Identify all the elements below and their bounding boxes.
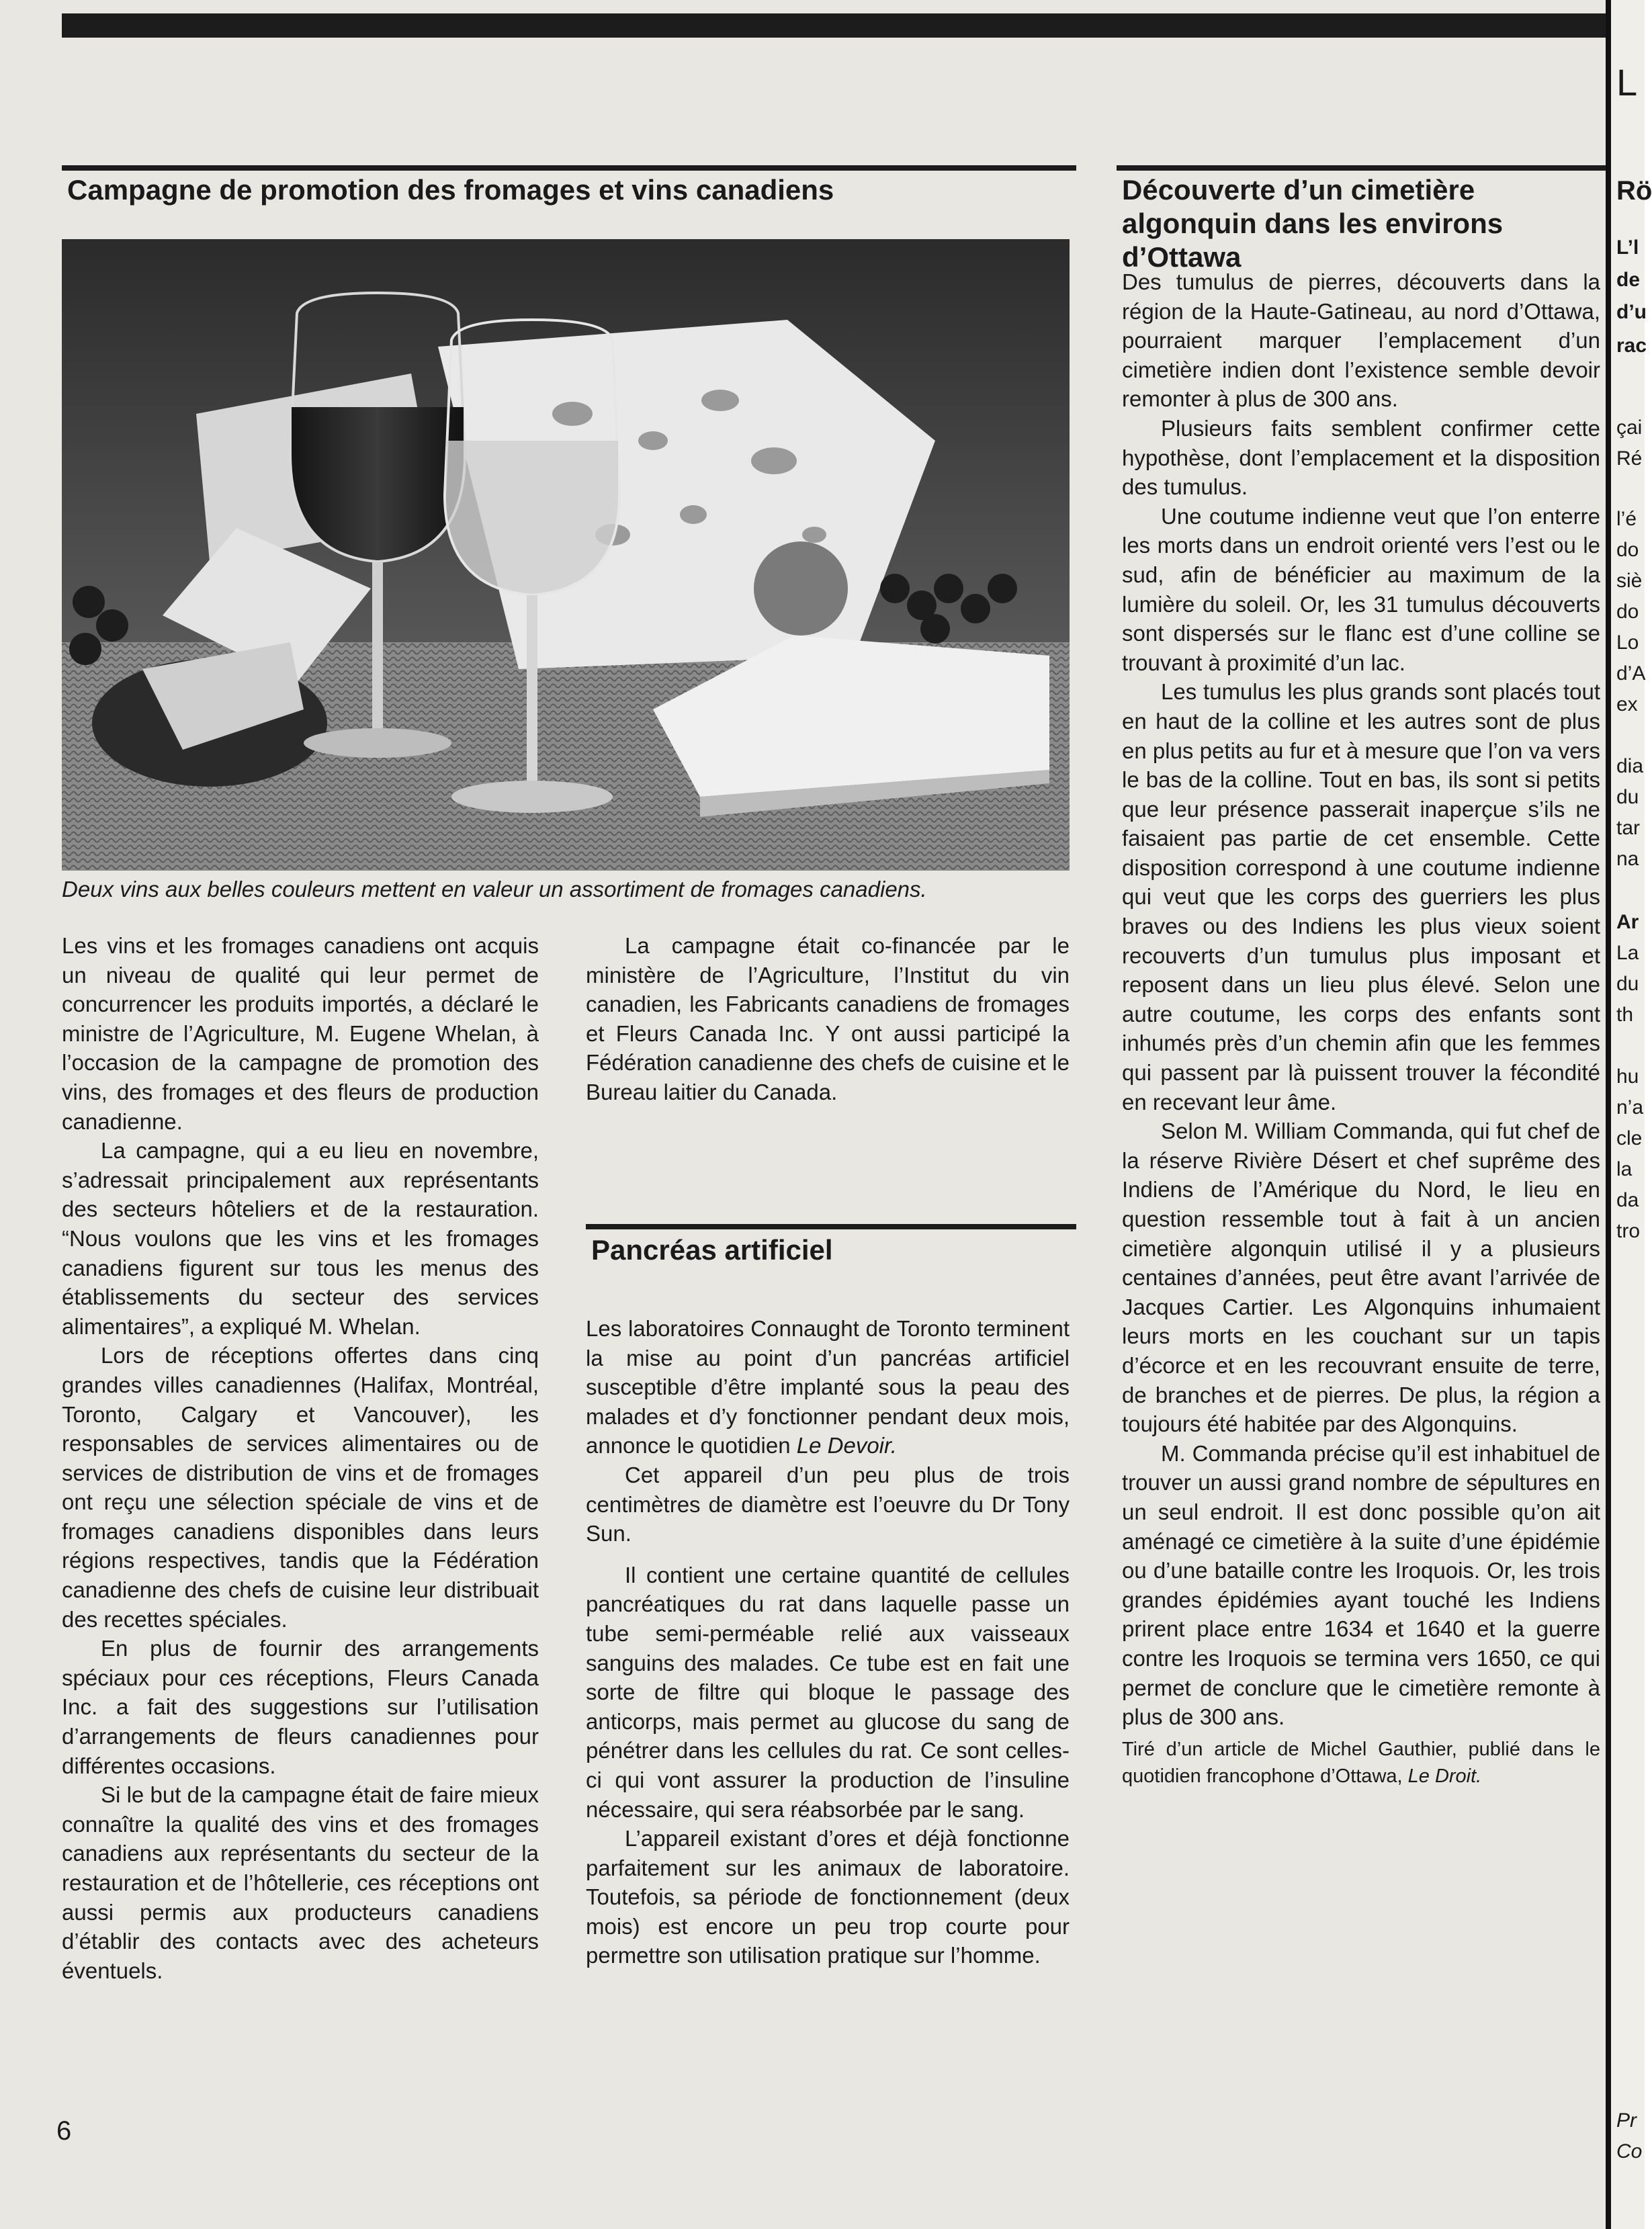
middle-paragraph: L’appareil existant d’ores et déjà fonctionne parfaitement sur les animaux de laboratoire. Toutefois, sa période de fonctionnement (deux mois) est encore un peu trop courte pour permettre son utilisation pratique sur l’homme. (586, 1826, 1070, 1968)
next-page-fragment: do (1616, 539, 1639, 561)
left-article-col-1 (62, 931, 539, 1985)
next-page-fragment: tar (1616, 817, 1641, 839)
right-article-body (1122, 267, 1600, 1790)
next-page-fragment: Pr (1616, 2109, 1637, 2132)
photo-caption: Deux vins aux belles couleurs mettent en valeur un assortiment de fromages canadiens. (62, 877, 927, 902)
next-page-fragment: L (1616, 61, 1638, 103)
source-credit (1122, 1736, 1600, 1790)
right-paragraph: M. Commanda précise qu’il est inhabituel de trouver un aussi grand nombre de sépultures en un seul endroit. Il est donc possible qu’on ait aménagé ce cimetière à la suite d’une épidémie ou d’une bataille contre les Iroquois. Or, les trois grandes épidémies ayant touché les Indiens prirent place entre 1634 et 1640 et la guerre contre les Iroquois se termina vers 1650, ce qui permet de conclure que le cimetière remonte à plus de 300 ans. (1122, 1440, 1600, 1730)
middle-article-body (586, 1314, 1070, 1970)
next-page-fragment: Ar (1616, 911, 1639, 933)
next-page-fragment: do (1616, 601, 1639, 623)
next-page-fragment: siè (1616, 570, 1643, 592)
newspaper-name: Le Devoir. (796, 1433, 897, 1458)
wine-cheese-photo (62, 239, 1070, 871)
next-page-fragment: cle (1616, 1127, 1643, 1149)
left-article-rule (62, 165, 1076, 171)
next-page-fragment: la (1616, 1158, 1633, 1180)
middle-paragraph-text: Les laboratoires Connaught de Toronto terminent la mise au point d’un pancréas artificiel susceptible d’être implanté sous la peau des malades et d’y fonctionner pendant deux mois, annonce le quotidien (586, 1316, 1070, 1458)
next-page-edge (1611, 0, 1652, 2229)
left-paragraph: La campagne, qui a eu lieu en novembre, s’adressait principalement aux représentants des secteurs hôteliers et de la restauration. “Nous voulons que les vins et les fromages canadiens figurent sur tous les menus des établissements du secteur des services alimentaires”, a expliqué M. Whelan. (62, 1138, 539, 1339)
next-page-fragment: d’A (1616, 662, 1646, 685)
left-article-col-2 (586, 931, 1070, 1107)
next-page-fragment: d’u (1616, 301, 1647, 323)
middle-paragraph: Il contient une certaine quantité de cellules pancréatiques du rat dans laquelle passe un tube semi-perméable relié aux vaisseaux sanguins des malades. Ce tube est en fait une sorte de filtre qui bloque le passage des anticorps, mais permet au glucose du sang de pénétrer dans les cellules du rat. Ce sont celles-ci qui vont assurer la production de l’insuline nécessaire, qui sera réabsorbée par le sang. (586, 1562, 1070, 1822)
next-page-fragment: Rö (1616, 176, 1652, 206)
next-page-fragment: de (1616, 269, 1641, 291)
left-paragraph: En plus de fournir des arrangements spéciaux pour ces réceptions, Fleurs Canada Inc. a fait des suggestions sur l’utilisation d’arrangements de fleurs canadiennes pour différentes occasions. (62, 1636, 539, 1778)
right-paragraph: Des tumulus de pierres, découverts dans la région de la Haute-Gatineau, au nord d’Ottawa, pourraient marquer l’emplacement d’un cimetière indien dont l’existence semble devoir remonter à plus de 300 ans. (1122, 269, 1600, 412)
right-paragraph: Les tumulus les plus grands sont placés tout en haut de la colline et les autres sont de plus en plus petits au fur et à mesure que l’on va vers le bas de la colline. Tout en bas, ils sont si petits que leur présence passerait inaperçue s’ils ne faisaient pas partie de cet ensemble. Cette disposition correspond à une coutume indienne qui veut que les corps des guerriers les plus braves ou des Indiens les plus vieux soient recouverts d’un tumulus plus imposant et reposent dans un lieu plus élevé. Selon une autre coutume, les corps des enfants sont inhumés près d’un chemin afin que les femmes qui passent par là puissent trouver la fécondité en recevant leur âme. (1122, 679, 1600, 1114)
next-page-fragment: hu (1616, 1065, 1639, 1088)
top-black-bar (62, 13, 1606, 38)
right-paragraph: Une coutume indienne veut que l’on enterre les morts dans un endroit orienté vers l’est ou le sud, afin de bénéficier au maximum de la lumière du soleil. Or, les 31 tumulus découverts sont dispersés sur le flanc est d’une colline se trouvant à proximité d’un lac. (1122, 503, 1600, 675)
left-article-title: Campagne de promotion des fromages et vins canadiens (67, 174, 834, 206)
left-paragraph: Si le but de la campagne était de faire mieux connaître la qualité des vins et des fromages canadiens aux représentants du secteur de la restauration et de l’hôtellerie, ces réceptions ont aussi permis aux producteurs canadiens d’établir des contacts avec des acheteurs éventuels. (62, 1782, 539, 1983)
left-paragraph: Lors de réceptions offertes dans cinq grandes villes canadiennes (Halifax, Montréal, Toronto, Calgary et Vancouver), les responsables de services alimentaires ou de services de distribution de vins et de fromages ont reçu une sélection spéciale de vins et de fromages canadiens disponibles dans leurs régions respectives, tandis que la Fédération canadienne des chefs de cuisine leur distribuait des recettes spéciales. (62, 1343, 539, 1632)
next-page-fragment: La (1616, 942, 1639, 964)
source-newspaper-name: Le Droit. (1407, 1765, 1482, 1787)
next-page-fragment: na (1616, 848, 1639, 870)
next-page-fragment: rac (1616, 335, 1647, 357)
middle-article-rule (586, 1224, 1076, 1229)
next-page-fragment: ex (1616, 693, 1638, 715)
next-page-fragment: l’é (1616, 508, 1637, 530)
next-page-fragment: du (1616, 786, 1639, 808)
next-page-fragment: L’l (1616, 236, 1639, 259)
next-page-fragment: tro (1616, 1220, 1641, 1242)
next-page-fragment: Ré (1616, 447, 1643, 470)
next-page-fragment: Co (1616, 2140, 1643, 2162)
next-page-fragment: n’a (1616, 1096, 1644, 1119)
next-page-fragment: th (1616, 1004, 1634, 1026)
right-article-rule (1117, 165, 1606, 171)
next-page-fragment: du (1616, 973, 1639, 995)
next-page-fragment: dia (1616, 755, 1644, 777)
right-article-title: Découverte d’un cimetière algonquin dans les environs d’Ottawa (1122, 174, 1504, 273)
right-paragraph: Selon M. William Commanda, qui fut chef de la réserve Rivière Désert et chef suprême des Indiens de l’Amérique du Nord, le lieu en question ressemble tout à fait à un ancien cimetière algonquin utilisé il y a plusieurs centaines d’années, peut être avant l’arrivée de Jacques Cartier. Les Algonquins inhumaient leurs morts en les couchant sur un tapis d’écorce et en les recouvrant ensuite de terre, de branches et de pierres. De plus, la région a toujours été habitée par des Algonquins. (1122, 1119, 1600, 1437)
next-page-fragment: da (1616, 1189, 1639, 1211)
middle-paragraph: Cet appareil d’un peu plus de trois centimètres de diamètre est l’oeuvre du Dr Tony Sun. (586, 1462, 1070, 1546)
next-page-fragment: çai (1616, 417, 1643, 439)
left-paragraph: Les vins et les fromages canadiens ont acquis un niveau de qualité qui leur permet de concurrencer les produits importés, a déclaré le ministre de l’Agriculture, M. Eugene Whelan, à l’occasion de la campagne de promotion des vins, des fromages et des fleurs de production canadienne. (62, 933, 539, 1134)
right-paragraph: Plusieurs faits semblent confirmer cette hypothèse, dont l’emplacement et la disposition des tumulus. (1122, 415, 1600, 500)
left-paragraph: La campagne était co-financée par le ministère de l’Agriculture, l’Institut du vin canadien, les Fabricants canadiens de fromages et Fleurs Canada Inc. Y ont aussi participé la Fédération canadienne des chefs de cuisine et le Bureau laitier du Canada. (586, 933, 1070, 1104)
page-number: 6 (56, 2116, 72, 2146)
source-credit-text: Tiré d’un article de Michel Gauthier, publié dans le quotidien francophone d’Ottawa, (1122, 1738, 1600, 1787)
next-page-fragment: Lo (1616, 631, 1639, 654)
middle-paragraph (586, 1314, 1070, 1460)
middle-article-title: Pancréas artificiel (591, 1234, 833, 1266)
